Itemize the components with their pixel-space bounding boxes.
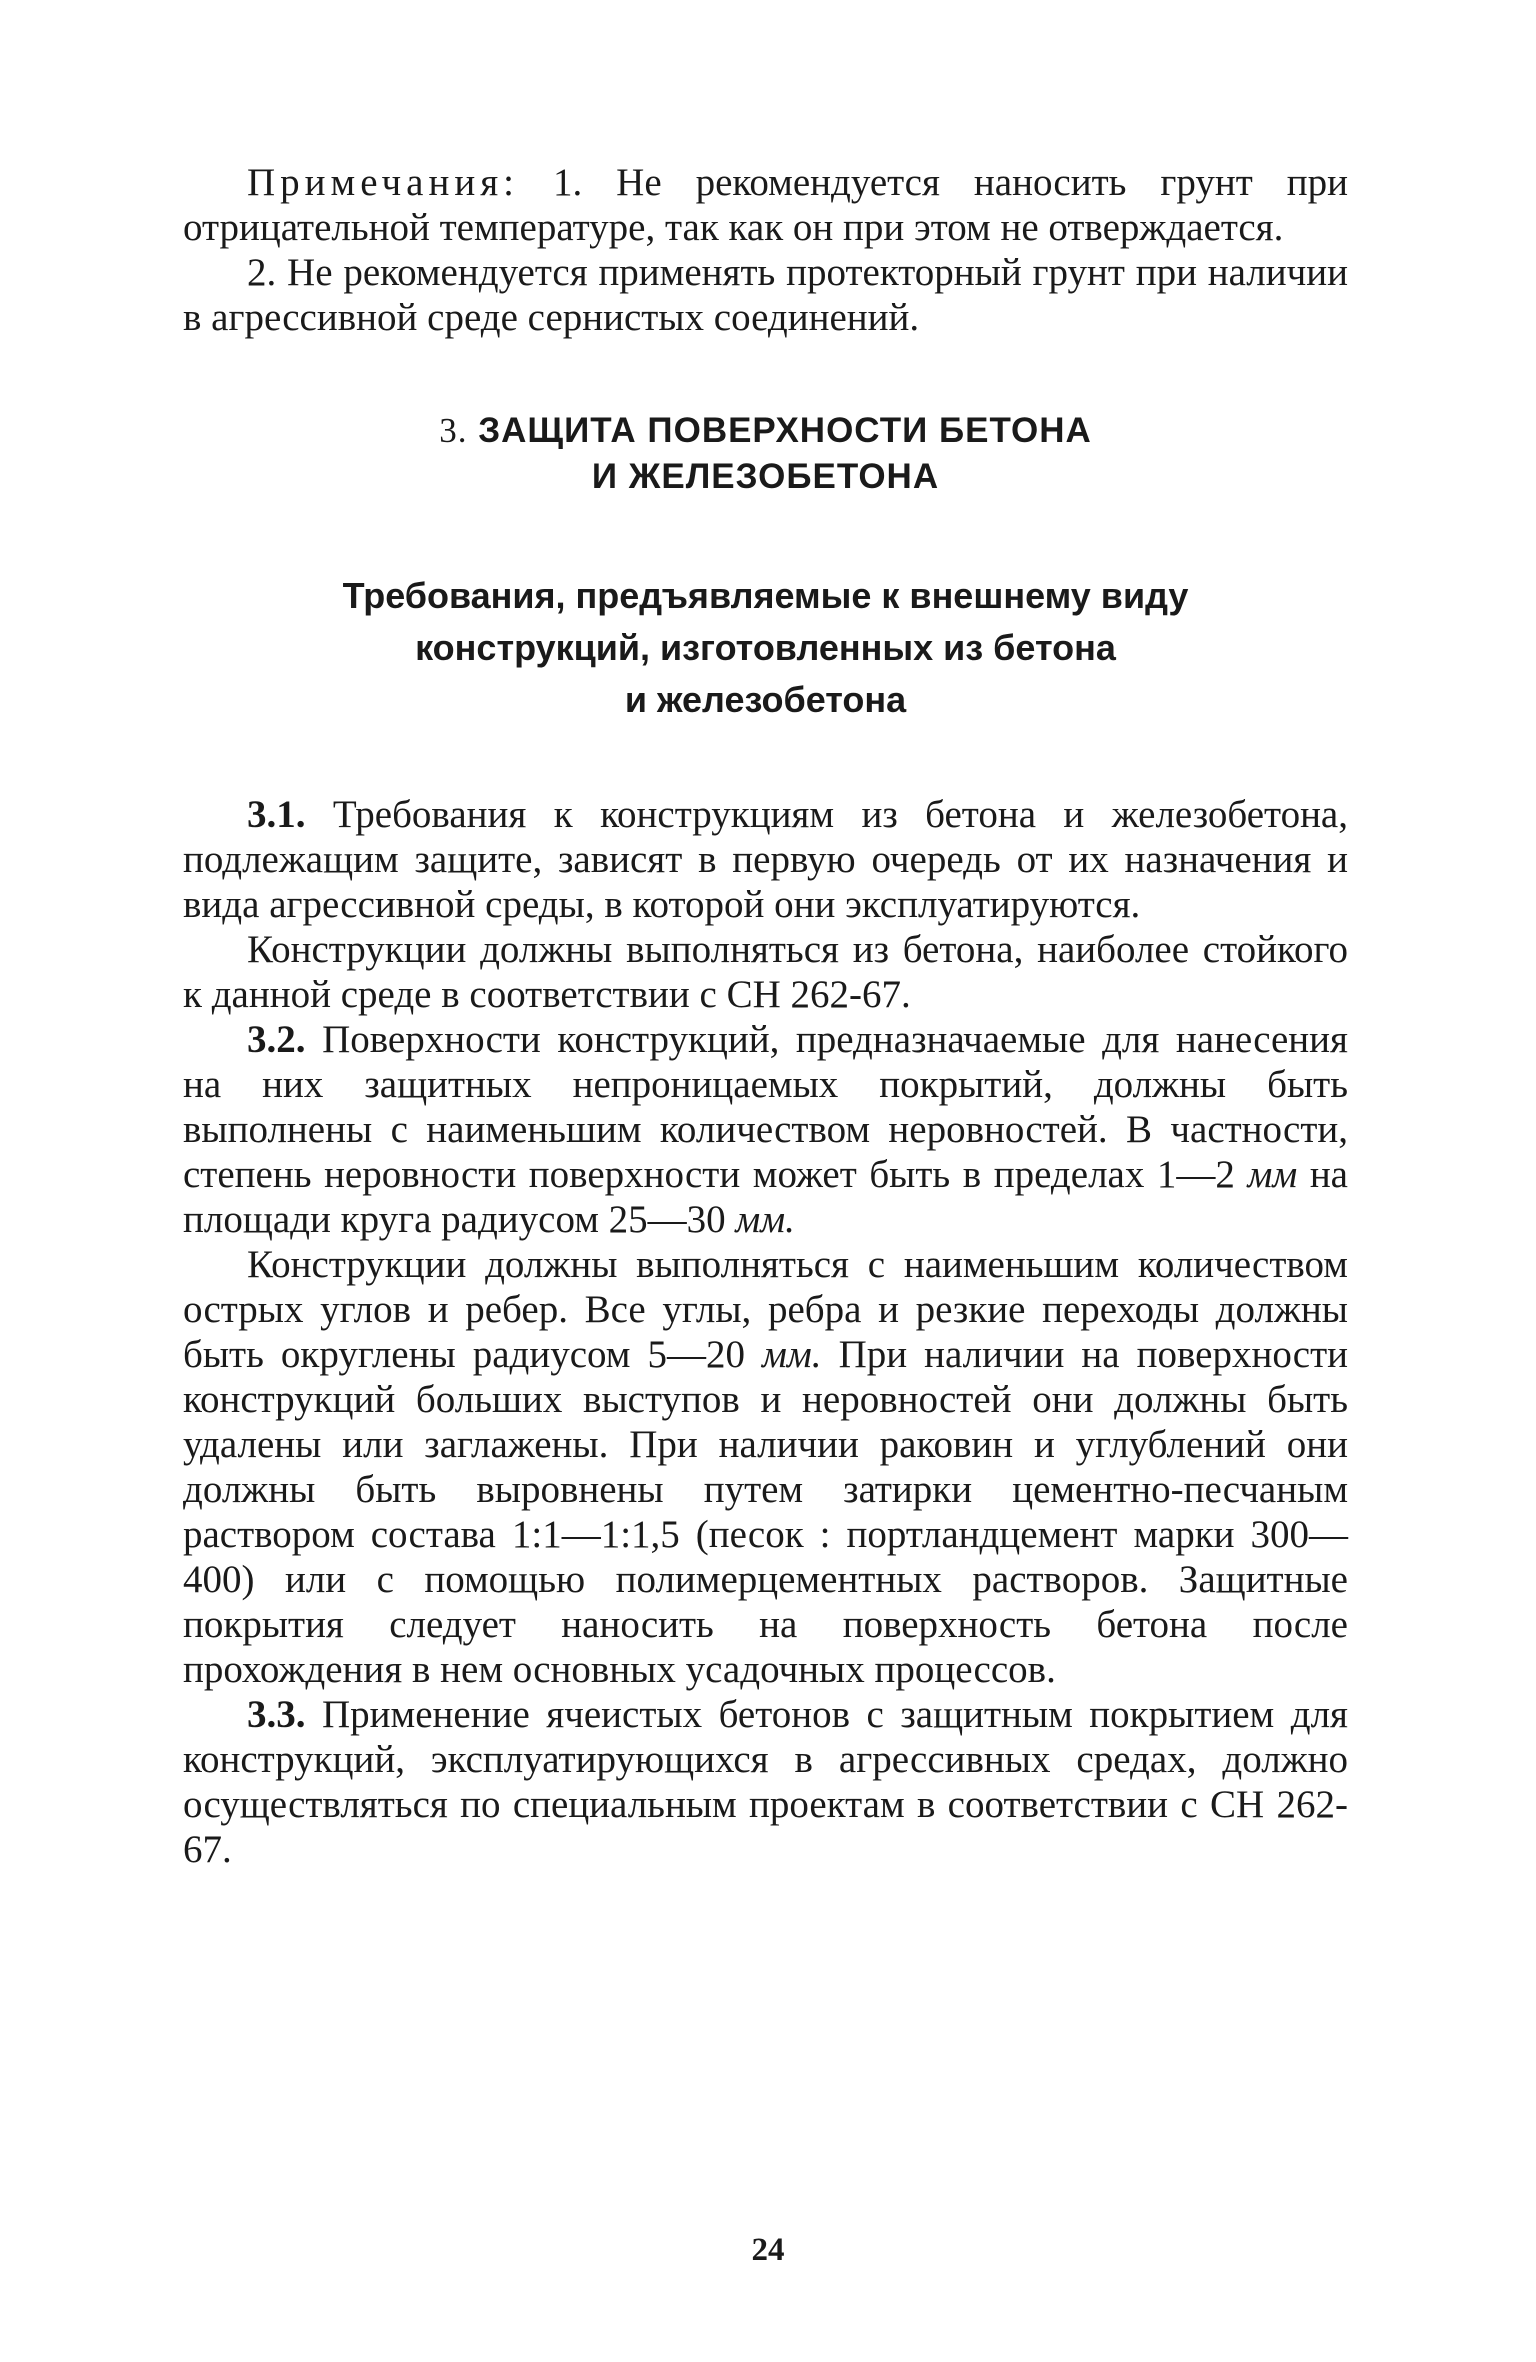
clauses-block [183,792,1348,1872]
notes-block [183,160,1348,340]
note-1 [183,160,1348,250]
notes-lead: Примечания: [247,161,519,204]
clause-number: 3.1. [247,793,306,836]
clause-3-1-continued: Конструкции должны выполняться из бетона, наиболее стойкого к данной среде в соответствии с СН 262-67. [183,928,1348,1016]
clause-number: 3.3. [247,1693,306,1736]
clause-text-b: При наличии на поверхности конструкций больших выступов и неровностей они должны быть удалены или заглажены. При наличии раковин и углублений они должны быть выровнены путем затирки цементно-песчаным раствором состава 1:1—1:1,5 (песок : портландцемент марки 300—400) или с помощью полимерцементных растворов. Защитные покрытия следует наносить на поверхность бетона после прохождения в нем основных усадочных процессов. [183,1333,1349,1691]
clause-text-a: Конструкции должны выполняться с наименьшим количеством острых углов и ребер. Все углы, ребра и резкие переходы должны быть округлены радиусом 5—20 [183,1243,1348,1376]
subsection-title [183,570,1348,726]
clause-3-2 [183,1017,1348,1242]
document-page [183,160,1348,1872]
clause-text: Требования к конструкциям из бетона и железобетона, подлежащим защите, зависят в первую очередь от их назначения и вида агрессивной среды, в которой они эксплуатируются. [183,793,1348,926]
clause-text: Применение ячеистых бетонов с защитным покрытием для конструкций, эксплуатирующихся в агрессивных средах, должно осуществляться по специальным проектам в соответствии с СН 262-67. [183,1693,1348,1871]
unit-mm: мм [1247,1153,1298,1196]
section-title [183,408,1348,500]
note-2: 2. Не рекомендуется применять протекторный грунт при наличии в агрессивной среде сернистых соединений. [183,251,1348,339]
page-number: 24 [751,2232,785,2268]
section-title-text-1: ЗАЩИТА ПОВЕРХНОСТИ БЕТОНА [478,411,1092,450]
clause-3-2-continued [183,1242,1348,1692]
note-1-text: 1. Не рекомендуется наносить грунт при отрицательной температуре, так как он при этом не отверждается. [183,161,1348,249]
section-number: 3. [439,411,468,450]
clause-3-1 [183,792,1348,927]
clause-3-3 [183,1692,1348,1872]
subsection-title-line-1: Требования, предъявляемые к внешнему виду [342,575,1189,616]
clause-text-a: Поверхности конструкций, предназначаемые для нанесения на них защитных непроницаемых покрытий, должны быть выполнены с наименьшим количеством неровностей. В частности, степень неровности поверхности может быть в пределах 1—2 [183,1018,1348,1196]
unit-mm: мм. [735,1198,795,1241]
subsection-title-line-2: конструкций, изготовленных из бетона [415,627,1116,668]
section-title-line-1 [183,408,1348,454]
unit-mm: мм. [762,1333,822,1376]
clause-text-b: на площади круга радиусом 25—30 [183,1153,1348,1241]
section-title-line-2: И ЖЕЛЕЗОБЕТОНА [591,457,940,496]
clause-number: 3.2. [247,1018,306,1061]
subsection-title-line-3: и железобетона [624,679,907,720]
